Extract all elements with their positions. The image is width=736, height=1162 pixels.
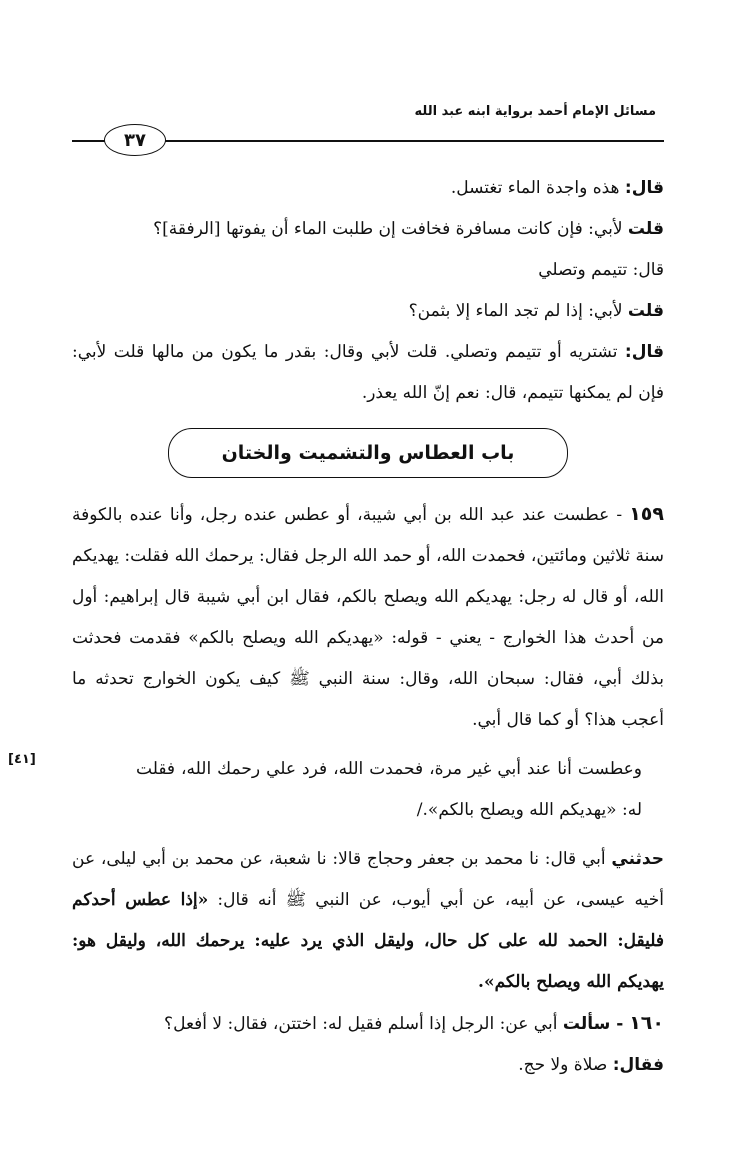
section-159 bbox=[72, 494, 664, 741]
speaker-label: قلت bbox=[627, 301, 664, 321]
manuscript-folio-note: [٤١] bbox=[8, 752, 36, 767]
paragraph-text: قال: تتيمم وتصلي bbox=[538, 260, 664, 280]
paragraph-b3 bbox=[72, 250, 664, 291]
paragraph-text: تشتريه أو تتيمم وتصلي. قلت لأبي وقال: بقدر ما يكون من مالها قلت لأبي: فإن لم يمكنها تتيمم، قال: نعم إنّ الله يعذر. bbox=[72, 342, 664, 403]
chapter-heading-box bbox=[168, 428, 568, 478]
page-number-oval bbox=[104, 124, 166, 156]
section-text: - عطست عند عبد الله بن أبي شيبة، أو عطس عنده رجل، وأنا عنده بالكوفة سنة ثلاثين ومائتين، فحمدت الله، أو حمد الله الرجل فقال: يرحمك الله فقلت: يهديكم الله، أو قال له رجل: يهديكم الله ويصلح بالكم، فقال ابن أبي شيبة قال إبراهيم: أول من أحدث هذا الخوارج - يعني - قوله: «يهديكم الله ويصلح بالكم» فقدمت فحدثت بذلك أبي، فقال: سبحان الله، وقال: سنة النبي ﷺ كيف يكون الخوارج تحدثه ما أعجب هذا؟ أو كما قال أبي. bbox=[72, 505, 664, 730]
speaker-label: حدثني bbox=[611, 849, 664, 869]
hadith-chain: أبي قال: نا محمد بن جعفر وحجاج قالا: نا شعبة، عن محمد بن أبي ليلى، عن أخيه عيسى، عن أبيه، عن أبي أيوب، عن النبي ﷺ أنه قال: bbox=[72, 849, 665, 910]
paragraph-sneezed bbox=[72, 749, 664, 831]
paragraph-b2 bbox=[72, 209, 664, 250]
section-160 bbox=[72, 1003, 664, 1045]
paragraph-b4 bbox=[72, 291, 664, 332]
page-body bbox=[72, 168, 664, 1086]
paragraph-text: لأبي: فإن كانت مسافرة فخافت إن طلبت الماء أن يفوتها [الرفقة]؟ bbox=[153, 219, 628, 239]
paragraph-text: هذه واجدة الماء تغتسل. bbox=[450, 178, 625, 198]
section-number: ١٦٠ bbox=[629, 1012, 664, 1034]
paragraph-final bbox=[72, 1045, 664, 1086]
paragraph-text: وعطست أنا عند أبي غير مرة، فحمدت الله، فرد علي رحمك الله، فقلت له: «يهديكم الله ويصلح بالكم»./ bbox=[136, 759, 642, 820]
speaker-label: قلت bbox=[627, 219, 664, 239]
paragraph-text: لأبي: إذا لم تجد الماء إلا بثمن؟ bbox=[408, 301, 628, 321]
page-number: ٣٧ bbox=[124, 129, 146, 151]
running-header-title: مسائل الإمام أحمد برواية ابنه عبد الله bbox=[414, 104, 656, 119]
section-text: أبي عن: الرجل إذا أسلم فقيل له: اختتن، فقال: لا أفعل؟ bbox=[164, 1014, 563, 1034]
paragraph-b5 bbox=[72, 332, 664, 414]
section-number: ١٥٩ bbox=[629, 503, 664, 525]
paragraph-b1 bbox=[72, 168, 664, 209]
chapter-title: باب العطاس والتشميت والختان bbox=[221, 441, 515, 464]
speaker-label: فقال: bbox=[612, 1055, 664, 1075]
speaker-label: قال: bbox=[624, 342, 664, 362]
hadith-quote: «إذا عطس أحدكم فليقل: الحمد لله على كل حال، وليقل الذي يرد عليه: يرحمك الله، وليقل هو: يهديكم الله ويصلح بالكم». bbox=[72, 890, 664, 992]
hadith-paragraph bbox=[72, 839, 664, 1003]
paragraph-text: صلاة ولا حج. bbox=[518, 1055, 613, 1075]
speaker-label: - سألت bbox=[562, 1014, 630, 1034]
speaker-label: قال: bbox=[624, 178, 664, 198]
